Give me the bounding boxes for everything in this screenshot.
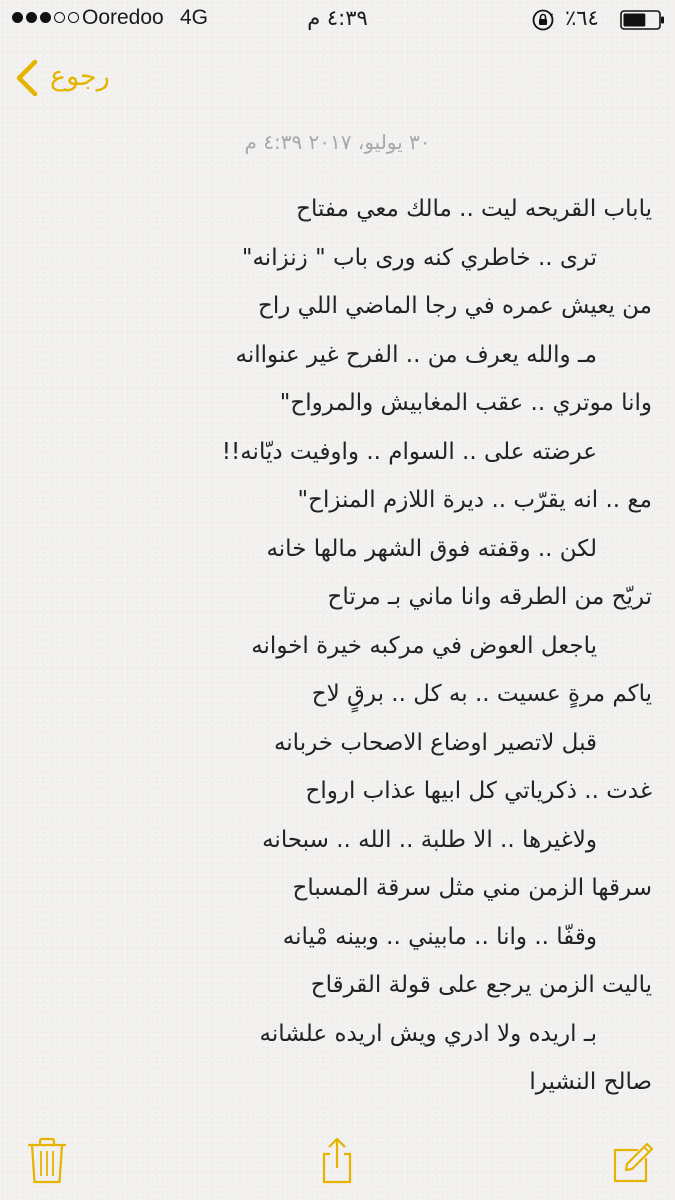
compose-icon (610, 1136, 654, 1186)
trash-icon (25, 1136, 69, 1186)
delete-button[interactable] (22, 1136, 72, 1186)
battery-fill (624, 14, 646, 27)
compose-button[interactable] (607, 1136, 657, 1186)
note-line: وانا موتري .. عقب المغابيش والمرواح" (279, 390, 652, 416)
note-line: سرقها الزمن مني مثل سرقة المسباح (292, 875, 652, 901)
note-line: غدت .. ذكرياتي كل ابيها عذاب ارواح (305, 778, 652, 804)
share-icon (315, 1136, 359, 1186)
note-line: مـ والله يعرف من .. الفرح غير عنواانه (235, 341, 597, 368)
note-line: ياليت الزمن يرجع على قولة القرقاح (310, 972, 652, 998)
note-line: مع .. انه يقرّب .. ديرة اللازم المنزاح" (297, 487, 652, 513)
note-timestamp: ٣٠ يوليو، ٢٠١٧ ٤:٣٩ م (244, 130, 431, 154)
network-type: 4G (180, 6, 209, 29)
battery-percentage: ٪٦٤ (565, 6, 599, 30)
note-line: ياجعل العوض في مركبه خيرة اخوانه (251, 632, 597, 659)
note-body[interactable] (40, 185, 652, 1107)
status-bar (0, 0, 675, 40)
note-line: ترى .. خاطري كنه ورى باب " زنزانه" (241, 244, 597, 271)
back-button-label: رجوع (50, 60, 110, 92)
carrier-name: Ooredoo (82, 6, 164, 29)
battery-icon (620, 10, 666, 30)
note-line: لكن .. وقفته فوق الشهر مالها خانه (266, 535, 597, 562)
note-line: وقفّا .. وانا .. مابيني .. وبينه مْيانه (282, 923, 597, 950)
chevron-left-icon (14, 59, 40, 97)
bottom-toolbar (0, 1130, 675, 1200)
back-button[interactable] (14, 58, 110, 98)
share-button[interactable] (312, 1136, 362, 1186)
note-line: صالح النشيرا (529, 1069, 652, 1095)
note-line: عرضته على .. السوام .. واوفيت ديّانه!! (221, 438, 597, 465)
note-line: تريّح من الطرقه وانا ماني بـ مرتاح (327, 584, 652, 610)
status-clock: ٤:٣٩ م (307, 6, 368, 30)
note-line: قبل لاتصير اوضاع الاصحاب خربانه (273, 729, 597, 756)
note-line: ياكم مرةٍ عسيت .. به كل .. برقٍ لاح (311, 681, 652, 707)
note-line: بـ اريده ولا ادري ويش اريده علشانه (259, 1020, 597, 1047)
rotation-lock-icon (531, 8, 555, 32)
note-line: ولاغيرها .. الا طلبة .. الله .. سبحانه (262, 826, 597, 853)
note-line: ياباب القريحه ليت .. مالك معي مفتاح (296, 196, 652, 222)
note-line: من يعيش عمره في رجا الماضي اللي راح (258, 293, 652, 319)
